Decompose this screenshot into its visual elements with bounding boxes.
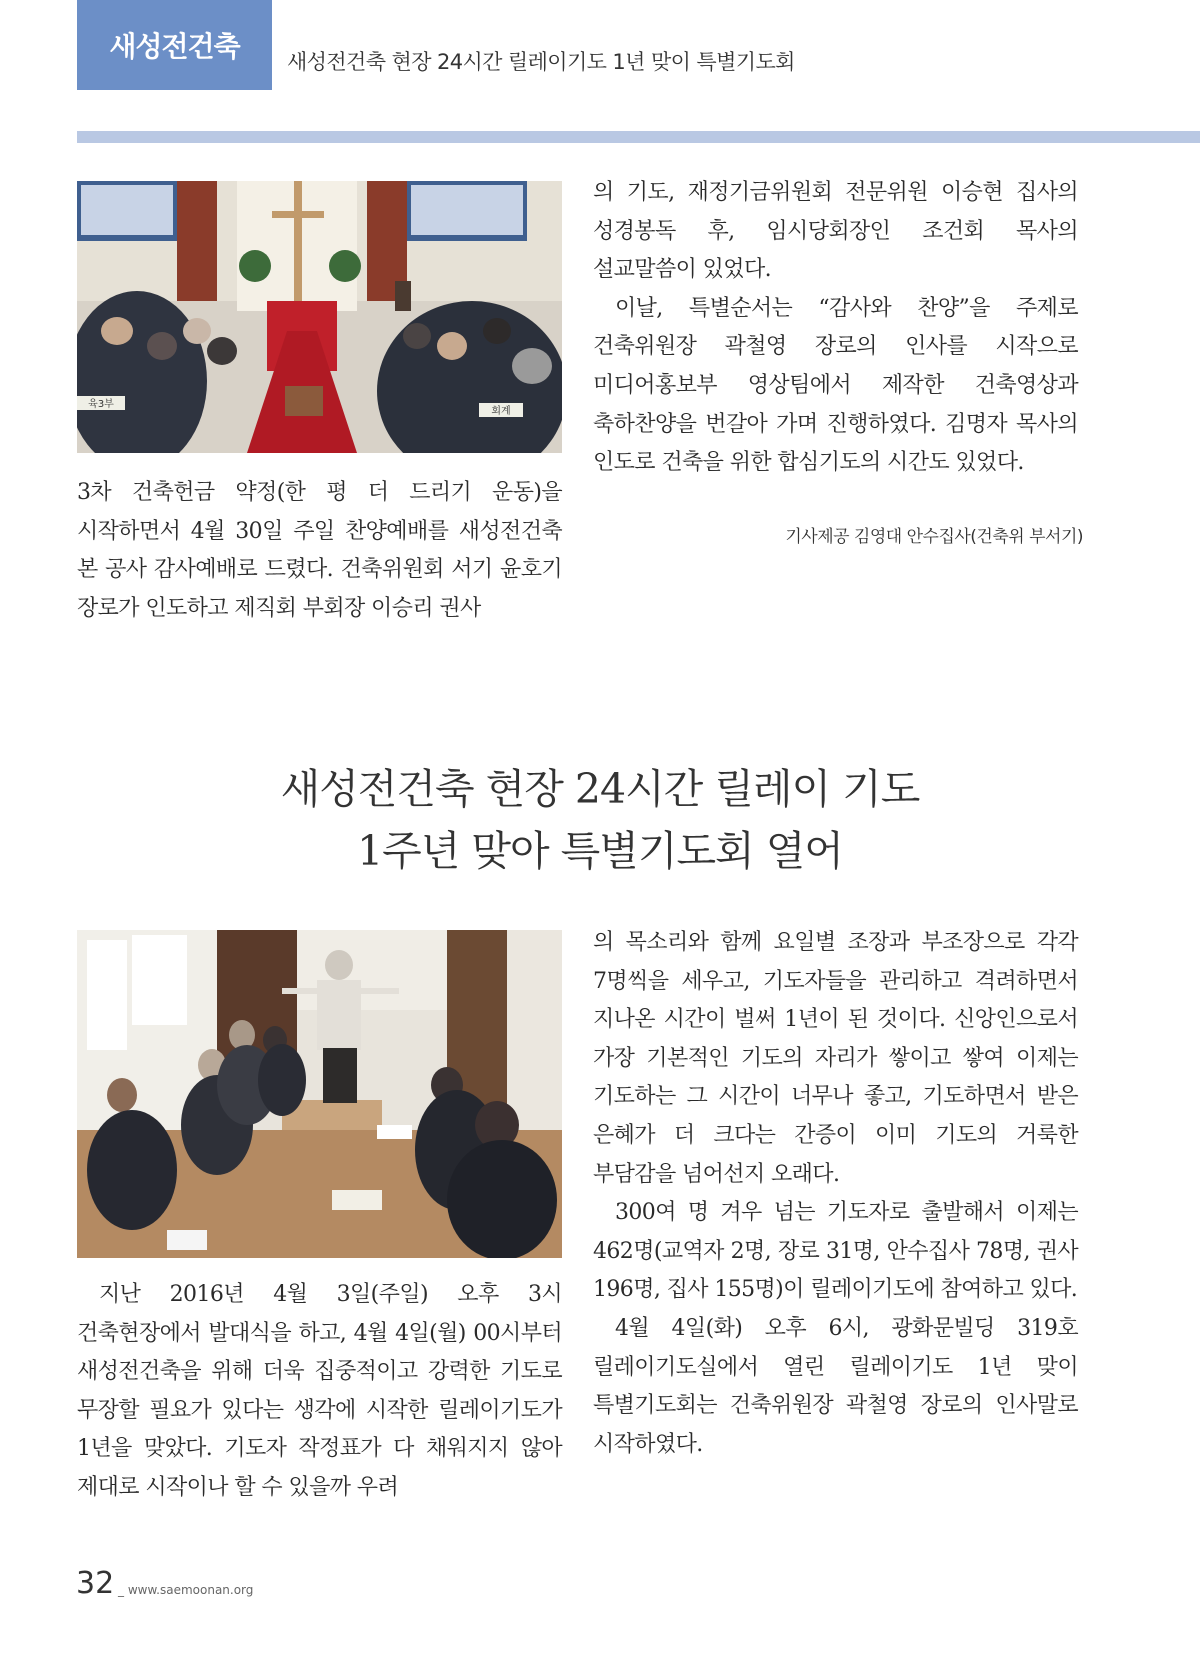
page-number: 32 [76,1566,115,1601]
footer-url: _ www.saemoonan.org [118,1583,254,1597]
prayer-meeting-photo [77,930,562,1258]
main-left-paragraph: 지난 2016년 4월 3일(주일) 오후 3시 건축현장에서 발대식을 하고, 4월 4일(월) 00시부터 새성전건축을 위해 더욱 집중적이고 강력한 기도로 무장할 필요가 있다는 생각에 시작한 릴레이기도가 1년을 맞았다. 기도자 작정표가 다 채워지지 않아 제대로 시작이나 할 수 있을까 우려 [77,1282,562,1500]
header-rule [77,131,1200,143]
top-right-paragraph-2: 이날, 특별순서는 “감사와 찬양”을 주제로 건축위원장 곽철영 장로의 인사를 시작으로 미디어홍보부 영상팀에서 제작한 건축영상과 축하찬양을 번갈아 가며 진행하였다. 김명자 목사의 인도로 건축을 위한 합심기도의 시간도 있었다. [593,295,1078,476]
section-tab: 새성전건축 [77,0,272,90]
top-right-text [593,174,1078,483]
article-title-line-2: 1주년 맞아 특별기도회 열어 [357,827,843,875]
sign-label-left: 육3부 [88,399,114,410]
main-right-paragraph-2: 300여 명 겨우 넘는 기도자로 출발해서 이제는 462명(교역자 2명, 장로 31명, 안수집사 78명, 권사 196명, 집사 155명)이 릴레이기도에 참여하고 있다. [593,1200,1078,1303]
sign-label-right: 회계 [491,406,511,417]
top-left-paragraph: 3차 건축헌금 약정(한 평 더 드리기 운동)을 시작하면서 4월 30일 주일 찬양예배를 새성전건축 본 공사 감사예배로 드렸다. 건축위원회 서기 윤호기 장로가 인도하고 제직회 부회장 이승리 권사 [77,480,562,621]
top-right-paragraph-1: 의 기도, 재정기금위원회 전문위원 이승현 집사의 성경봉독 후, 임시당회장인 조건회 목사의 설교말씀이 있었다. [593,180,1078,283]
worship-service-photo [77,181,562,453]
main-left-text [77,1276,562,1508]
article-title [0,758,1200,882]
header-title: 새성전건축 현장 24시간 릴레이기도 1년 맞이 특별기도회 [287,50,795,74]
main-right-paragraph-3: 4월 4일(화) 오후 6시, 광화문빌딩 319호 릴레이기도실에서 열린 릴레이기도 1년 맞이 특별기도회는 건축위원장 곽철영 장로의 인사말로 시작하였다. [593,1315,1078,1457]
main-right-text [593,924,1078,1464]
article-credit: 기사제공 김영대 안수집사(건축위 부서기) [785,527,1083,547]
main-right-paragraph-1: 의 목소리와 함께 요일별 조장과 부조장으로 각각 7명씩을 세우고, 기도자들을 관리하고 격려하면서 지나온 시간이 벌써 1년이 된 것이다. 신앙인으로서 가장 기본적인 기도의 자리가 쌓이고 쌓여 이제는 기도하는 그 시간이 너무나 좋고, 기도하면서 받은 은혜가 더 크다는 간증이 이미 기도의 거룩한 부담감을 넘어선지 오래다. [593,930,1078,1187]
article-title-line-1: 새성전건축 현장 24시간 릴레이 기도 [280,765,920,813]
top-left-text [77,474,562,628]
